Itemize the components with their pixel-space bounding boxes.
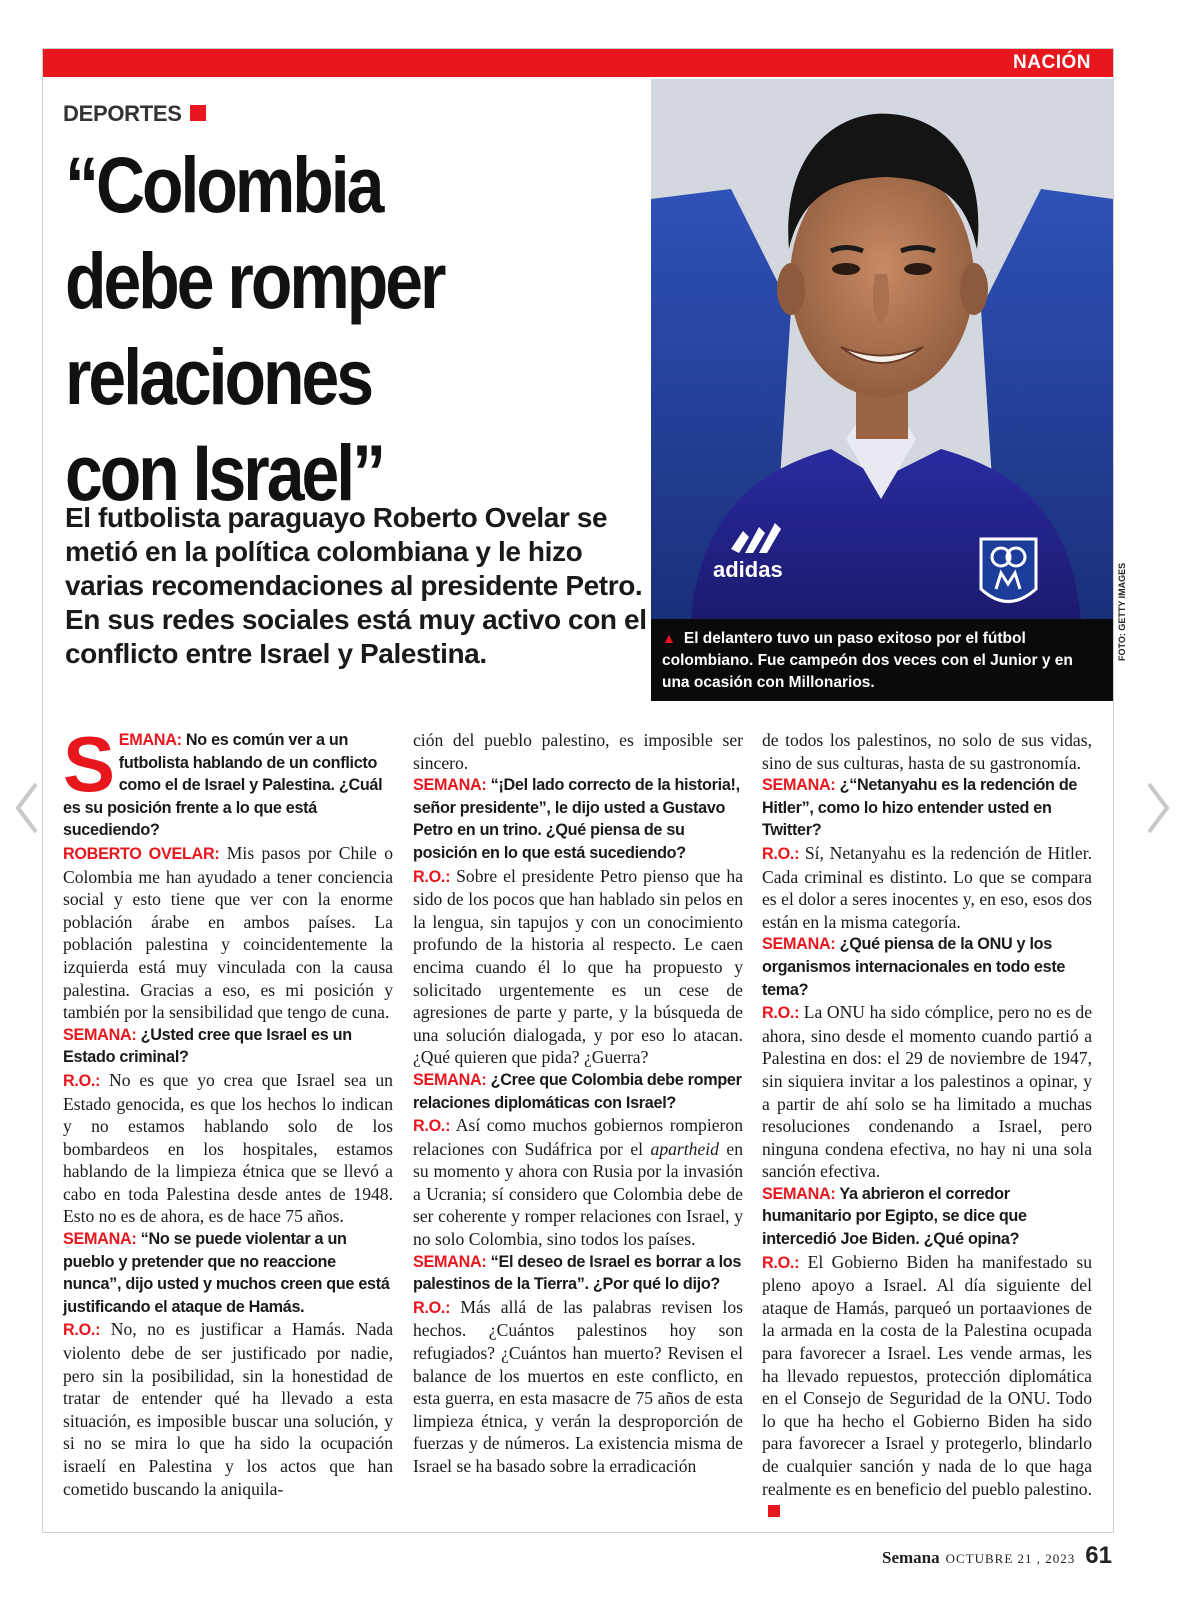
kicker (63, 101, 206, 127)
interviewer-label: SEMANA: (762, 935, 836, 954)
interviewer-label: SEMANA: (413, 776, 487, 795)
headline-line: “Colombia (65, 140, 382, 229)
dek: El futbolista paraguayo Roberto Ovelar se metió en la política colombiana y le hizo varias recomendaciones al presidente Petro. En sus redes sociales está muy activo con el conflicto entre Israel y Palestina. (65, 502, 647, 669)
interviewer-label: SEMANA: (63, 1025, 137, 1044)
end-mark-icon (768, 1505, 780, 1517)
interviewee-label: R.O.: (413, 867, 451, 886)
interviewee-label: ROBERTO OVELAR: (63, 844, 220, 863)
interviewee-label: R.O.: (762, 1004, 800, 1023)
next-page-arrow[interactable] (1143, 778, 1173, 838)
headline-line: relaciones (65, 332, 372, 421)
issue-date: OCTUBRE 21 , 2023 (945, 1551, 1076, 1566)
answer-text: La ONU ha sido cómplice, pero no es de ahora, sino desde el momento cuando partió a Palestina en dos: el 29 de noviembre de 1947, sin siquiera invitar a los palestinos a opinar, y a partir de ahí solo se ha limitado a muchas resoluciones condenando a Israel, pero ninguna condena efectiva, no hay ni una sola sanción efectiva. (762, 1002, 1093, 1182)
section-bar (43, 49, 1113, 77)
caption-triangle-icon: ▲ (662, 630, 676, 646)
drop-cap: S (63, 720, 115, 808)
magazine-name: Semana (882, 1548, 940, 1567)
kicker-text: DEPORTES (63, 101, 182, 126)
interviewee-label: R.O.: (413, 1298, 451, 1317)
interviewer-label: SEMANA: (413, 1070, 487, 1089)
interviewee-label: R.O.: (63, 1321, 101, 1340)
question-text: ¿Cree que Colombia debe romper relaciones diplomáticas con Israel? (413, 1070, 742, 1112)
section-label: NACIÓN (1013, 52, 1091, 73)
player-photo (651, 79, 1113, 619)
answer-text: Así como muchos gobiernos rompieron relaciones con Sudáfrica por el (413, 1115, 743, 1159)
answer-text: No es que yo crea que Israel sea un Estado genocida, es que los hechos lo indican y no estamos hablando solo de los bombardeos en los hospitales, estamos hablando de la limpieza étnica que se llevó a cabo en toda Palestina desde antes de 1948. Esto no es de ahora, es de hace 75 años. (63, 1069, 393, 1227)
question-text: “¡Del lado correcto de la historia!, señor presidente”, le dijo usted a Gustavo Petro en un trino. ¿Qué piensa de su posición en lo que está sucediendo? (413, 776, 740, 862)
page-footer (882, 1542, 1112, 1570)
headline-line: debe romper (65, 236, 444, 325)
headline (65, 137, 547, 521)
kicker-square-icon (190, 105, 206, 121)
chevron-left-icon (12, 778, 42, 838)
article-column-1 (63, 720, 393, 1500)
article-column-2 (413, 729, 743, 1478)
caption-text: El delantero tuvo un paso exitoso por el fútbol colombiano. Fue campeón dos veces con el Junior y en una ocasión con Millonarios. (662, 630, 1073, 691)
magazine-page (42, 48, 1127, 1533)
answer-text: Sobre el presidente Petro pienso que ha sido de los pocos que han hablado sin pelos en la lengua, sin tapujos y con un conocimiento profundo de la historia al respecto. Le caen encima cuando él lo que ha propuesto y solicitado urgentemente es un cese de agresiones de parte y parte, y la búsqueda de una solución dialogada, y por eso lo atacan. ¿Qué quieren que pida? ¿Guerra? (413, 865, 744, 1068)
question-text: “El deseo de Israel es borrar a los palestinos de la Tierra”. ¿Por qué lo dijo? (413, 1252, 742, 1294)
interviewee-label: R.O.: (762, 1253, 800, 1272)
player-portrait-illustration (651, 79, 1113, 619)
question-text: ¿“Netanyahu es la redención de Hitler”, como lo hizo entender usted en Twitter? (762, 776, 1078, 840)
interviewer-label: EMANA: (118, 731, 182, 749)
question-text: No es común ver a un futbolista hablando de un conflicto como el de Israel y Palestina. ¿Cuál es su posición frente a lo que está sucediendo? (63, 731, 383, 840)
question-text: Ya abrieron el corredor humanitario por Egipto, se dice que intercedió Joe Biden. ¿Qué opina? (762, 1184, 1027, 1249)
interviewer-label: SEMANA: (413, 1252, 487, 1271)
photo-caption (651, 619, 1113, 701)
interviewer-label: SEMANA: (762, 776, 836, 795)
interviewer-label: SEMANA: (63, 1230, 137, 1249)
photo-credit: FOTO: GETTY IMAGES (1117, 562, 1127, 661)
question-text: ¿Qué piensa de la ONU y los organismos internacionales en todo este tema? (762, 935, 1066, 999)
club-crest-icon (981, 539, 1036, 602)
interviewee-label: R.O.: (63, 1071, 101, 1090)
question-text: ¿Usted cree que Israel es un Estado criminal? (63, 1025, 352, 1067)
answer-text: en su momento y ahora con Rusia por la invasión a Ucrania; sí considero que Colombia debe de ser coherente y romper relaciones con Israel, y no solo Colombia, sino todos los países. (413, 1138, 743, 1250)
article-column-3 (762, 729, 1092, 1523)
shirt-brand-text: adidas (713, 557, 783, 582)
chevron-right-icon (1143, 778, 1173, 838)
headline-line: con Israel” (65, 428, 384, 517)
answer-emphasis: apartheid (650, 1138, 719, 1159)
answer-continuation: ción del pueblo palestino, es imposible ser sincero. (413, 730, 743, 773)
answer-continuation: de todos los palestinos, no solo de sus vidas, sino de sus culturas, hasta de su gastronomía. (762, 730, 1092, 773)
interviewee-label: R.O.: (762, 844, 800, 863)
answer-text: Sí, Netanyahu es la redención de Hitler. Cada criminal es distinto. Lo que se compara es el dolor a seres inocentes y, en eso, esos dos están en la misma categoría. (762, 842, 1092, 932)
answer-text: El Gobierno Biden ha manifestado su pleno apoyo a Israel. Al día siguiente del ataque de Hamás, parqueó un portaaviones de la armada en la costa de la Palestina ocupada para favorecer a Israel. Les vende armas, les ha llevado repuestos, protección diplomática en el Consejo de Seguridad de la ONU. Todo lo que ha hecho el Gobierno Biden ha sido para favorecer a Israel y protegerlo, blindarlo de cualquier sanción y nada de lo que haga realmente es en beneficio del pueblo palestino. (762, 1251, 1092, 1499)
page-number: 61 (1085, 1542, 1112, 1569)
answer-text: Más allá de las palabras revisen los hechos. ¿Cuántos palestinos hoy son refugiados? ¿Cuántos han muerto? Revisen el balance de los muertos en este conflicto, en esta guerra, en esta masacre de 75 años de esta limpieza étnica, y verán la desproporción de fuerzas y de números. La existencia misma de Israel se ha basado sobre la erradicación (413, 1296, 743, 1476)
previous-page-arrow[interactable] (12, 778, 42, 838)
interviewer-label: SEMANA: (762, 1184, 836, 1203)
answer-text: No, no es justificar a Hamás. Nada violento debe de ser justificado por nadie, pero sin la posibilidad, sin la honestidad de tratar de entender qué ha llevado a esta situación, es imposible buscar una solución, y si no se mira lo que ha sido la ocupación israelí en Palestina y los actos que han cometido buscando la aniquila- (63, 1319, 393, 1499)
question-text: “No se puede violentar a un pueblo y pretender que no reaccione nunca”, dijo usted y muchos creen que está justificando el ataque de Hamás. (63, 1230, 390, 1316)
interviewee-label: R.O.: (413, 1117, 451, 1136)
answer-text: Mis pasos por Chile o Colombia me han ayudado a tener conciencia social y esto tiene que ver con la enorme población árabe en ambos países. La población palestina y coincidentemente la izquierda está muy vinculada con la causa palestina. Gracias a eso, es mi posición y también por la sensibilidad que tengo de cuna. (63, 842, 393, 1023)
